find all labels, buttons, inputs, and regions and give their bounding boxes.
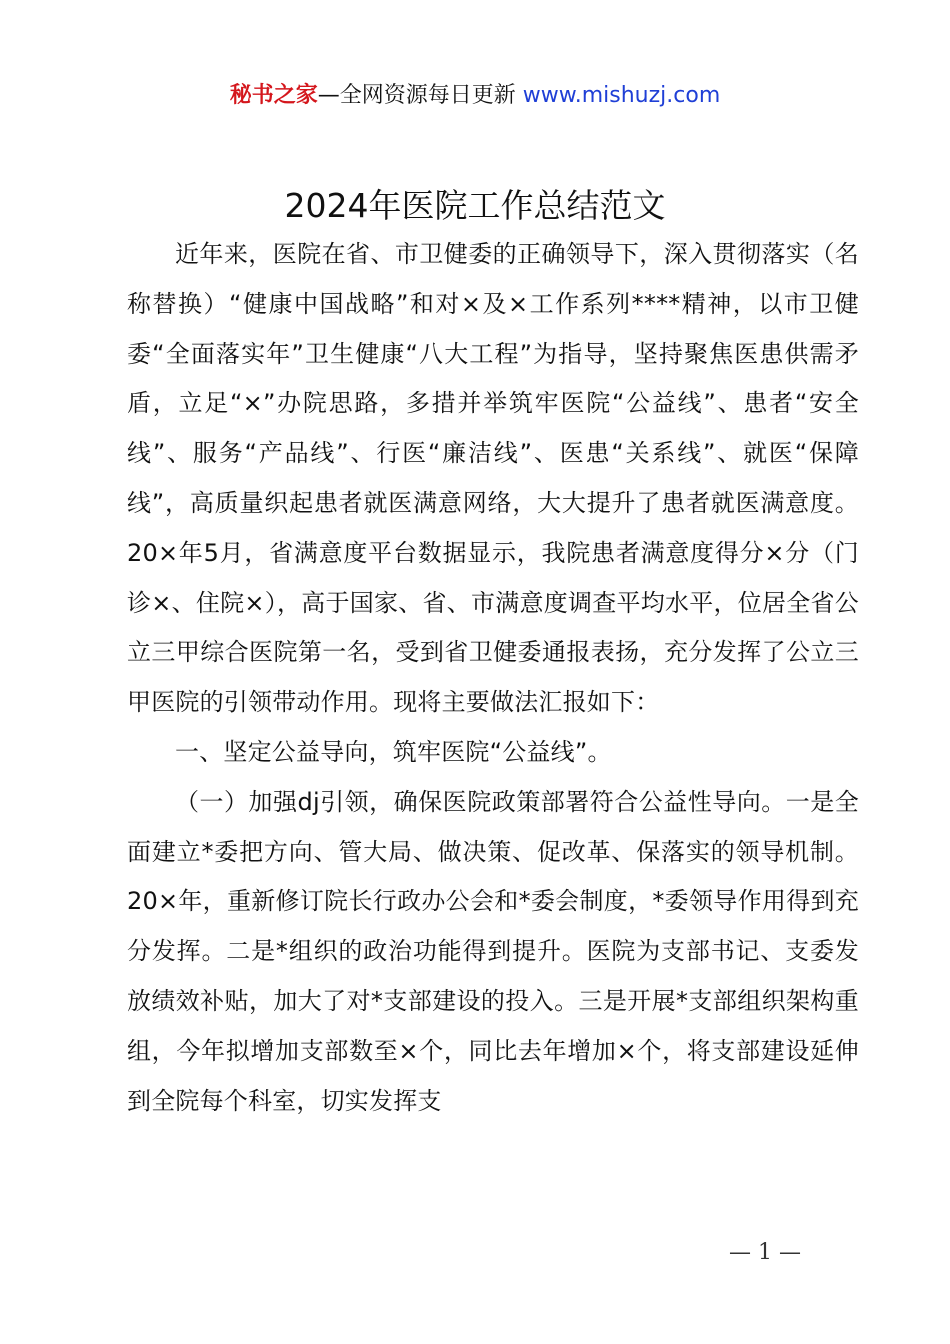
site-tagline: —全网资源每日更新: [317, 83, 516, 108]
site-url-link[interactable]: www.mishuzj.com: [522, 83, 721, 108]
site-brand: 秘书之家: [229, 83, 318, 108]
page-number: — 1 —: [729, 1240, 801, 1265]
paragraph-subsection-1: （一）加强dj引领，确保医院政策部署符合公益性导向。一是全面建立*委把方向、管大局、做决策、促改革、保落实的领导机制。20×年，重新修订院长行政办公会和*委会制度，*委领导作用得到充分发挥。二是*组织的政治功能得到提升。医院为支部书记、支委发放绩效补贴，加大了对*支部建设的投入。三是开展*支部组织架构重组，今年拟增加支部数至×个，同比去年增加×个，将支部建设延伸到全院每个科室，切实发挥支: [127, 787, 859, 1115]
document-body: [127, 230, 859, 1126]
document-title: 2024年医院工作总结范文: [284, 186, 666, 225]
site-header: [0, 80, 950, 112]
section-heading-1: 一、坚定公益导向，筑牢医院“公益线”。: [175, 737, 612, 766]
paragraph-intro: 近年来，医院在省、市卫健委的正确领导下，深入贯彻落实（名称替换）“健康中国战略”和对×及×工作系列****精神，以市卫健委“全面落实年”卫生健康“八大工程”为指导，坚持聚焦医患供需矛盾，立足“×”办院思路，多措并举筑牢医院“公益线”、患者“安全线”、服务“产品线”、行医“廉洁线”、医患“关系线”、就医“保障线”，高质量织起患者就医满意网络，大大提升了患者就医满意度。20×年5月，省满意度平台数据显示，我院患者满意度得分×分（门诊×、住院×），高于国家、省、市满意度调查平均水平，位居全省公立三甲综合医院第一名，受到省卫健委通报表扬，充分发挥了公立三甲医院的引领带动作用。现将主要做法汇报如下：: [127, 240, 859, 717]
